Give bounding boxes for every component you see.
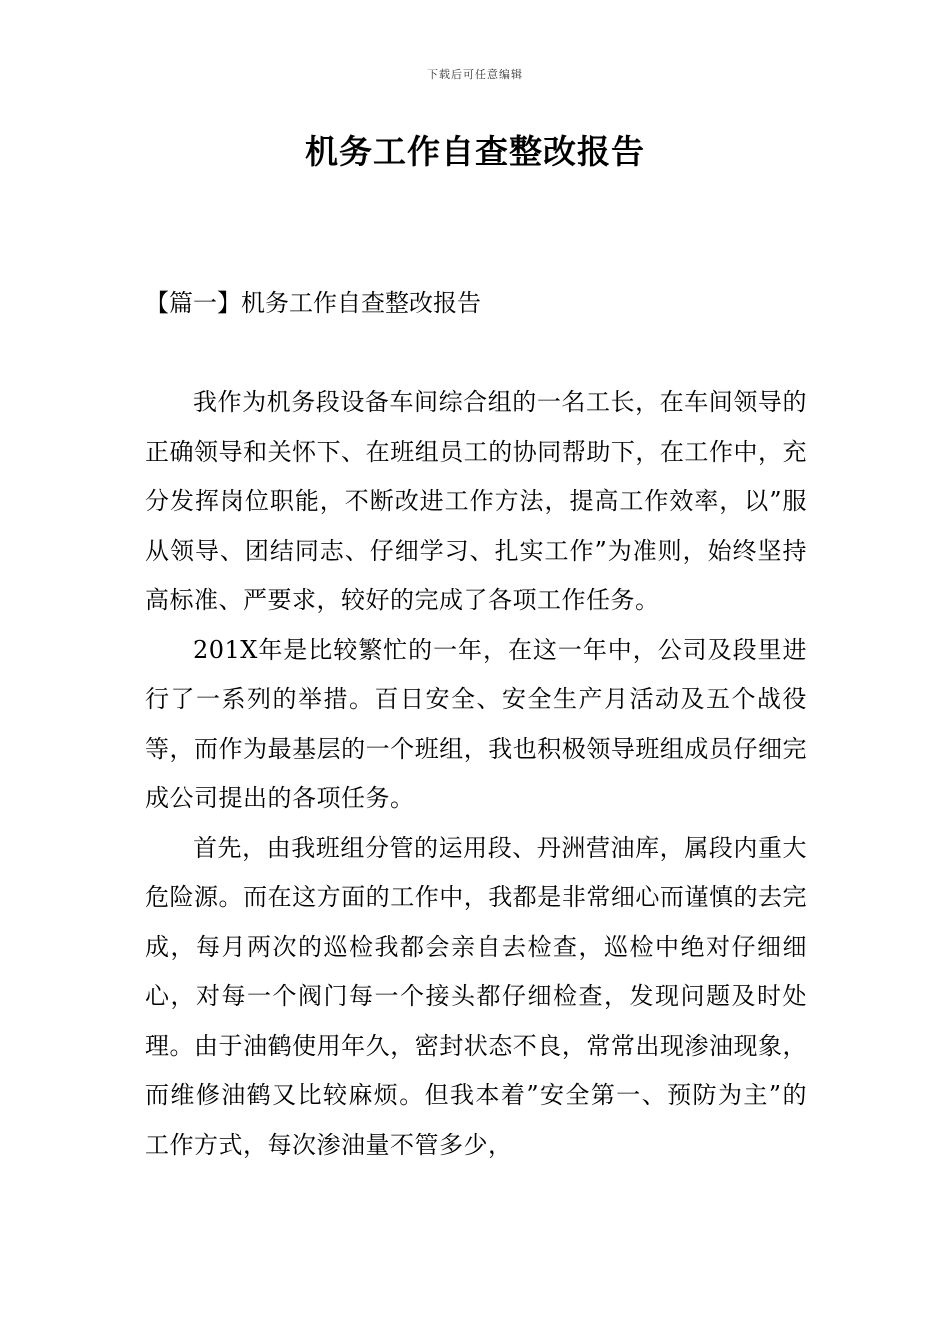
section-heading: 【篇一】机务工作自查整改报告: [145, 289, 481, 317]
body-text: [145, 378, 807, 1170]
document-title: 机务工作自查整改报告: [305, 132, 645, 171]
header-note: 下载后可任意编辑: [427, 68, 523, 81]
paragraph-2: 201X年是比较繁忙的一年，在这一年中，公司及段里进行了一系列的举措。百日安全、安全生产月活动及五个战役等，而作为最基层的一个班组，我也积极领导班组成员仔细完成公司提出的各项任务。: [145, 635, 807, 812]
paragraph-1: 我作为机务段设备车间综合组的一名工长，在车间领导的正确领导和关怀下、在班组员工的协同帮助下，在工作中，充分发挥岗位职能，不断改进工作方法，提高工作效率，以”服从领导、团结同志、仔细学习、扎实工作”为准则，始终坚持高标准、严要求，较好的完成了各项工作任务。: [145, 388, 807, 614]
paragraph-3: 首先，由我班组分管的运用段、丹洲营油库，属段内重大危险源。而在这方面的工作中，我都是非常细心而谨慎的去完成，每月两次的巡检我都会亲自去检查，巡检中绝对仔细细心，对每一个阀门每一个接头都仔细检查，发现问题及时处理。由于油鹤使用年久，密封状态不良，常常出现渗油现象，而维修油鹤又比较麻烦。但我本着”安全第一、预防为主”的工作方式，每次渗油量不管多少，: [145, 833, 807, 1159]
